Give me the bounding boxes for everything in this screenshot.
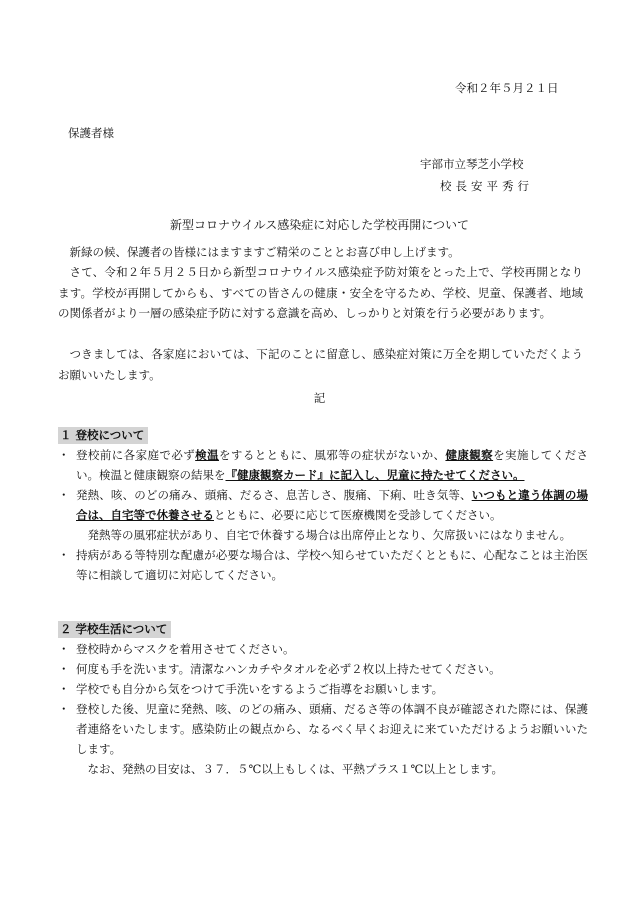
document-title: 新型コロナウイルス感染症に対応した学校再開について bbox=[169, 218, 470, 232]
issue-date: 令和２年５月２１日 bbox=[455, 81, 559, 95]
bullet: ・ bbox=[58, 448, 70, 462]
school-name: 宇部市立琴芝小学校 bbox=[420, 157, 524, 171]
fever-guideline-note: なお、発熱の目安は、３７．５℃以上もしくは、平熱プラス１℃以上とします。 bbox=[87, 762, 503, 776]
list-item: ・ 登校した後、児童に発熱、咳、のどの痛み、頭痛、だるさ等の体調不良が確認された際には、保護者連絡をいたします。感染防止の観点から、なるべく早くお迎えに来ていただけるようお願いいたします。 bbox=[58, 699, 588, 759]
absence-note: 発熱等の風邪症状があり、自宅で休養する場合は出席停止となり、欠席扱いにはなりません。 bbox=[87, 528, 572, 542]
list-item: ・ 持病がある等特別な配慮が必要な場合は、学校へ知らせていただくとともに、心配なことは主治医等に相談して適切に対応してください。 bbox=[58, 545, 588, 585]
bullet: ・ bbox=[58, 642, 70, 656]
recipient: 保護者様 bbox=[68, 126, 114, 140]
bullet: ・ bbox=[58, 682, 70, 696]
intro-paragraph-3: つきましては、各家庭においては、下記のことに留意し、感染症対策に万全を期していただくようお願いいたします。 bbox=[58, 347, 583, 382]
list-item: ・ 登校時からマスクを着用させてください。 bbox=[58, 639, 588, 659]
bullet: ・ bbox=[58, 548, 70, 562]
section-heading-arrival: １ 登校について bbox=[58, 427, 148, 444]
list-item: ・ 何度も手を洗います。清潔なハンカチやタオルを必ず２枚以上持たせてください。 bbox=[58, 659, 588, 679]
bullet: ・ bbox=[58, 488, 70, 502]
list-item: ・ 登校前に各家庭で必ず検温をするとともに、風邪等の症状がないか、健康観察を実施してください。検温と健康観察の結果を『健康観察カード』に記入し、児童に持たせてください。 bbox=[58, 445, 588, 485]
intro-paragraph-1: 新緑の候、保護者の皆様にはますますご精栄のこととお喜び申し上げます。 bbox=[69, 245, 460, 259]
section-heading-school-life: ２ 学校生活について bbox=[58, 621, 171, 638]
emphasis-temperature: 検温 bbox=[195, 448, 220, 462]
emphasis-health-check: 健康観察 bbox=[445, 448, 494, 462]
list-item: ・ 発熱、咳、のどの痛み、頭痛、だるさ、息苦しさ、腹痛、下痢、吐き気等、いつもと違う体調の場合は、自宅等で休養させるとともに、必要に応じて医療機関を受診してください。 bbox=[58, 485, 588, 525]
bullet: ・ bbox=[58, 702, 70, 716]
emphasis-rest-at-home: いつもと違う体調の場合は、自宅等で休養させる bbox=[76, 488, 588, 522]
school-life-list bbox=[58, 639, 588, 779]
intro-paragraph-2: さて、令和２年５月２５日から新型コロナウイルス感染症予防対策をとった上で、学校再開となります。学校が再開してからも、すべての皆さんの健康・安全を守るため、学校、児童、保護者、地域の関係者がより一層の感染症予防に対する意識を高め、しっかりと対策を行う必要があります。 bbox=[58, 265, 583, 320]
principal-name: 校長安平秀行 bbox=[440, 179, 533, 193]
ki-marker: 記 bbox=[313, 391, 326, 405]
bullet: ・ bbox=[58, 662, 70, 676]
emphasis-health-card: 『健康観察カード』に記入し、児童に持たせてください。 bbox=[225, 468, 525, 482]
arrival-list bbox=[58, 445, 588, 585]
list-item: ・ 学校でも自分から気をつけて手洗いをするようご指導をお願いします。 bbox=[58, 679, 588, 699]
